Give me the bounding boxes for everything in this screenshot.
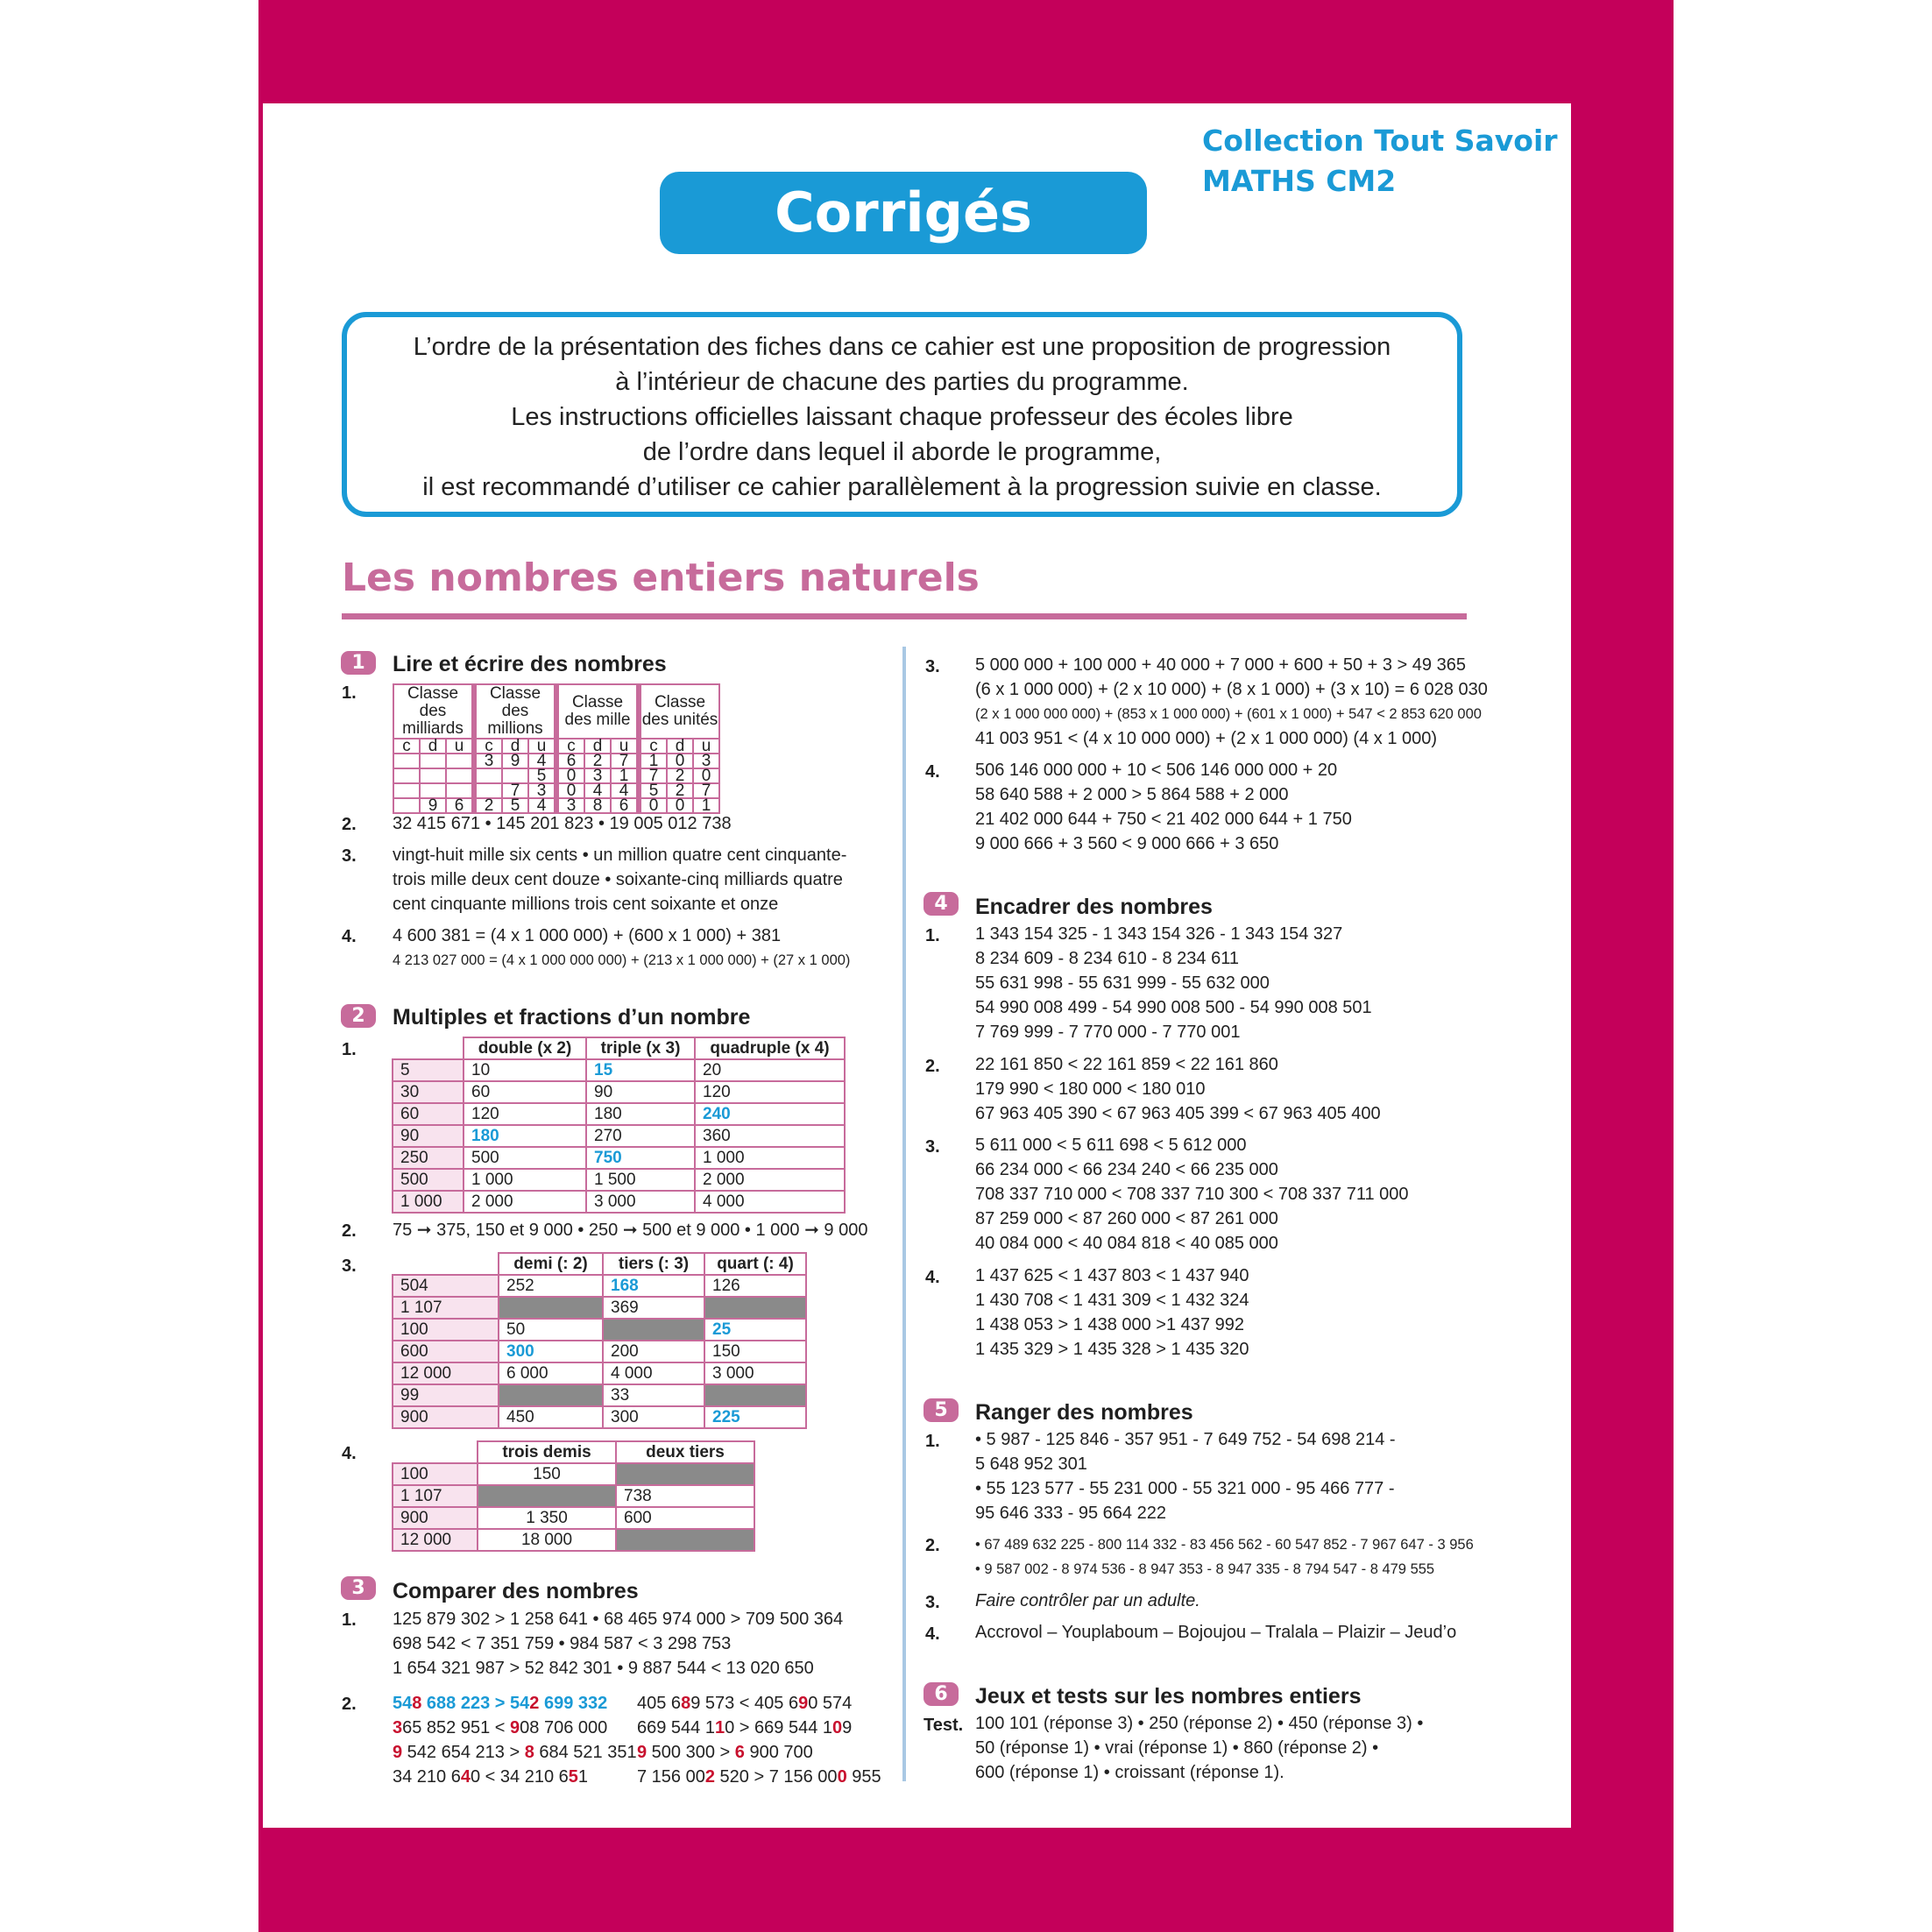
digit-cell: 0	[556, 768, 584, 783]
row-header: 5	[393, 1059, 464, 1081]
question-number: 3.	[925, 1137, 940, 1157]
place-label: u	[528, 739, 556, 754]
section-title: Les nombres entiers naturels	[342, 556, 980, 600]
table-cell: 6 000	[499, 1362, 603, 1384]
digit-cell: 6	[556, 754, 584, 768]
digit-cell: 0	[556, 783, 584, 798]
row-header: 900	[393, 1507, 478, 1529]
answer-text: 506 146 000 000 + 10 < 506 146 000 000 + 20 58 640 588 + 2 000 > 5 864 588 + 2 000 21 402 000 644 + 750 < 21 402 000 644 + 1 750 9 000 666 + 3 560 < 9 000 666 + 3 650	[975, 761, 1352, 853]
number-segment: 955	[846, 1767, 881, 1787]
row-header: 250	[393, 1147, 464, 1169]
table-cell: 300	[499, 1341, 603, 1362]
class-header: Classe des unités	[639, 684, 719, 739]
answer-text: 1 437 625 < 1 437 803 < 1 437 940 1 430 708 < 1 431 309 < 1 432 324 1 438 053 > 1 438 000 >1 437 992 1 435 329 > 1 435 328 > 1 435 320	[975, 1266, 1249, 1359]
table-cell	[499, 1384, 603, 1406]
answer-text: 5 000 000 + 100 000 + 40 000 + 7 000 + 600 + 50 + 3 > 49 365 (6 x 1 000 000) + (2 x 10 000) + (8 x 1 000) + (3 x 10) = 6 028 030	[975, 655, 1488, 699]
digit-cell: 5	[639, 783, 667, 798]
digit-cell: 6	[611, 798, 639, 813]
number-segment: 900 700	[744, 1743, 813, 1762]
column-header: deux tiers	[616, 1441, 754, 1463]
question-number: 2.	[342, 1221, 357, 1241]
column-header: double (x 2)	[464, 1037, 586, 1059]
table-cell: 200	[603, 1341, 704, 1362]
number-segment: 9	[798, 1694, 809, 1713]
place-label: u	[611, 739, 639, 754]
question-number: 3.	[925, 657, 940, 676]
number-segment: 9	[637, 1743, 648, 1762]
number-segment: 2	[704, 1767, 715, 1787]
number-segment: 542 654 213 >	[402, 1743, 525, 1762]
place-label: c	[639, 739, 667, 754]
digit-cell	[446, 768, 474, 783]
table-cell: 2 000	[695, 1169, 845, 1191]
question-number: 2.	[342, 1695, 357, 1714]
row-header: 600	[393, 1341, 499, 1362]
number-segment: 0	[832, 1718, 843, 1737]
question-number: 1.	[342, 1040, 357, 1059]
table-cell: 180	[464, 1125, 586, 1147]
comparison-line	[393, 1691, 637, 1716]
question-number: 2.	[342, 815, 357, 834]
exercise-badge: 4	[924, 892, 959, 916]
table-row	[393, 1362, 806, 1384]
question-number: 2.	[925, 1057, 940, 1076]
exercise-title: Jeux et tests sur les nombres entiers	[975, 1684, 1362, 1709]
place-label: u	[693, 739, 719, 754]
place-label: d	[502, 739, 528, 754]
digit-cell: 2	[667, 783, 693, 798]
table-cell	[704, 1297, 806, 1319]
test-label: Test.	[924, 1716, 964, 1735]
row-header: 900	[393, 1406, 499, 1428]
exercise-badge: 6	[924, 1682, 959, 1706]
number-segment: 669 544 1	[637, 1718, 715, 1737]
table-row	[393, 1341, 806, 1362]
number-segment: 65 852 951 <	[402, 1718, 511, 1737]
digit-cell: 5	[502, 798, 528, 813]
table-cell: 369	[603, 1297, 704, 1319]
table-cell: 1 000	[695, 1147, 845, 1169]
digit-cell: 0	[667, 754, 693, 768]
row-header: 90	[393, 1125, 464, 1147]
answer-text: 41 003 951 < (4 x 10 000 000) + (2 x 1 000 000) (4 x 1 000)	[975, 729, 1438, 748]
table-cell: 1 500	[586, 1169, 695, 1191]
table-cell: 90	[586, 1081, 695, 1103]
page-title: Corrigés	[660, 172, 1147, 254]
answer-text: 100 101 (réponse 3) • 250 (réponse 2) • 450 (réponse 3) • 50 (réponse 1) • vrai (réponse 1) • 860 (réponse 2) • 600 (réponse 1) • croissant (réponse 1).	[975, 1714, 1424, 1782]
digit-cell: 3	[556, 798, 584, 813]
number-segment: 1	[714, 1718, 725, 1737]
digit-cell: 7	[693, 783, 719, 798]
digit-cell: 1	[693, 798, 719, 813]
answer-text: 5 611 000 < 5 611 698 < 5 612 000 66 234 000 < 66 234 240 < 66 235 000 708 337 710 000 < 708 337 710 300 < 708 337 711 000 87 259 000 < 87 260 000 < 87 261 000 40 084 000 < 40 084 818 < 40 085 000	[975, 1136, 1409, 1253]
digit-cell: 6	[446, 798, 474, 813]
table-row	[393, 1529, 754, 1551]
number-segment: 0 < 34 210 6	[470, 1767, 569, 1787]
table-cell: 225	[704, 1406, 806, 1428]
table-row	[393, 1191, 845, 1213]
table-cell: 120	[695, 1081, 845, 1103]
table-cell	[499, 1297, 603, 1319]
answer-text: Faire contrôler par un adulte.	[975, 1591, 1200, 1610]
row-header: 99	[393, 1384, 499, 1406]
number-segment: 8	[524, 1743, 534, 1762]
table-cell: 120	[464, 1103, 586, 1125]
row-header: 100	[393, 1463, 478, 1485]
digit-cell: 0	[639, 798, 667, 813]
table-cell: 3 000	[704, 1362, 806, 1384]
question-number: 4.	[342, 1444, 357, 1463]
digit-cell: 3	[693, 754, 719, 768]
question-number: 4.	[925, 1624, 940, 1644]
column-header: quart (: 4)	[704, 1253, 806, 1275]
answer-text: 4 213 027 000 = (4 x 1 000 000 000) + (213 x 1 000 000) + (27 x 1 000)	[393, 952, 851, 968]
table-cell: 168	[603, 1275, 704, 1297]
digit-cell: 4	[528, 798, 556, 813]
number-segment: 0	[837, 1767, 847, 1787]
question-number: 1.	[342, 1610, 357, 1630]
column-header: trois demis	[478, 1441, 616, 1463]
number-segment: 500 300 >	[647, 1743, 735, 1762]
digit-cell: 2	[584, 754, 611, 768]
question-number: 4.	[925, 762, 940, 782]
table-cell	[603, 1319, 704, 1341]
place-label: d	[584, 739, 611, 754]
comparison-line	[637, 1691, 881, 1716]
number-classes-table	[393, 683, 720, 814]
number-segment: 6	[734, 1743, 745, 1762]
number-segment: 5	[568, 1767, 578, 1787]
table-row	[393, 783, 719, 798]
number-segment: 3	[393, 1718, 403, 1737]
digit-cell: 8	[584, 798, 611, 813]
fractions-table-2	[392, 1440, 755, 1552]
table-row	[393, 1103, 845, 1125]
digit-cell	[393, 783, 420, 798]
table-cell: 15	[586, 1059, 695, 1081]
row-header: 30	[393, 1081, 464, 1103]
table-cell: 360	[695, 1125, 845, 1147]
number-segment: 34 210 6	[393, 1767, 461, 1787]
column-header: quadruple (x 4)	[695, 1037, 845, 1059]
place-label: d	[420, 739, 446, 754]
table-cell: 25	[704, 1319, 806, 1341]
table-row	[393, 1275, 806, 1297]
class-header: Classe des milliards	[393, 684, 474, 739]
digit-cell: 7	[502, 783, 528, 798]
number-segment: 7 156 00	[637, 1767, 705, 1787]
digit-cell: 3	[474, 754, 502, 768]
question-number: 3.	[342, 1256, 357, 1276]
table-cell: 750	[586, 1147, 695, 1169]
exercise-title: Ranger des nombres	[975, 1400, 1193, 1425]
number-segment: 54	[393, 1694, 413, 1713]
table-cell: 20	[695, 1059, 845, 1081]
place-label: c	[474, 739, 502, 754]
digit-cell	[446, 754, 474, 768]
number-segment: 688 223 > 54	[421, 1694, 530, 1713]
place-label: u	[446, 739, 474, 754]
digit-cell: 3	[584, 768, 611, 783]
place-label: c	[393, 739, 420, 754]
table-row	[393, 1384, 806, 1406]
table-row	[393, 1319, 806, 1341]
number-segment: 684 521 351	[534, 1743, 637, 1762]
number-segment: 1	[577, 1767, 589, 1787]
number-segment: 9	[510, 1718, 520, 1737]
table-cell: 3 000	[586, 1191, 695, 1213]
multiples-table	[392, 1037, 846, 1214]
digit-cell	[393, 768, 420, 783]
digit-cell: 1	[639, 754, 667, 768]
answer-text: 75 ➞ 375, 150 et 9 000 • 250 ➞ 500 et 9 000 • 1 000 ➞ 9 000	[393, 1221, 868, 1240]
table-cell: 180	[586, 1103, 695, 1125]
class-header: Classe des millions	[474, 684, 556, 739]
answer-text: 4 600 381 = (4 x 1 000 000) + (600 x 1 000) + 381	[393, 926, 782, 945]
answer-text: • 5 987 - 125 846 - 357 951 - 7 649 752 - 54 698 214 - 5 648 952 301 • 55 123 577 - 55 231 000 - 55 321 000 - 95 466 777 - 95 646 333 - 95 664 222	[975, 1430, 1396, 1523]
number-segment: 405 6	[637, 1694, 682, 1713]
number-segment: 520 > 7 156 00	[714, 1767, 838, 1787]
number-segment: 08 706 000	[520, 1718, 608, 1737]
number-segment: 9	[842, 1718, 853, 1737]
table-cell: 126	[704, 1275, 806, 1297]
comparison-line	[637, 1716, 881, 1740]
number-segment: 4	[460, 1767, 471, 1787]
row-header: 100	[393, 1319, 499, 1341]
digit-cell: 4	[528, 754, 556, 768]
digit-cell: 2	[667, 768, 693, 783]
row-header: 12 000	[393, 1362, 499, 1384]
number-segment: 0 574	[808, 1694, 853, 1713]
answer-text: 1 343 154 325 - 1 343 154 326 - 1 343 154 327 8 234 609 - 8 234 610 - 8 234 611 55 631 998 - 55 631 999 - 55 632 000 54 990 008 499 - 54 990 008 500 - 54 990 008 501 7 769 999 - 7 770 000 - 7 770 001	[975, 924, 1372, 1042]
exercise-title: Multiples et fractions d’un nombre	[393, 1005, 751, 1030]
table-cell	[704, 1384, 806, 1406]
question-number: 3.	[342, 846, 357, 866]
answer-text: (2 x 1 000 000 000) + (853 x 1 000 000) + (601 x 1 000) + 547 < 2 853 620 000	[975, 706, 1482, 722]
number-segment: 699 332	[539, 1694, 608, 1713]
table-cell: 738	[616, 1485, 754, 1507]
table-corner	[393, 1441, 478, 1463]
table-cell: 270	[586, 1125, 695, 1147]
answer-text: 125 879 302 > 1 258 641 • 68 465 974 000 > 709 500 364 698 542 < 7 351 759 • 984 587 < 3 298 753 1 654 321 987 > 52 842 301 • 9 887 544 < 13 020 650	[393, 1610, 844, 1678]
question-number: 3.	[925, 1593, 940, 1612]
question-number: 4.	[925, 1268, 940, 1287]
table-cell: 18 000	[478, 1529, 616, 1551]
answer-text: 22 161 850 < 22 161 859 < 22 161 860 179 990 < 180 000 < 180 010 67 963 405 390 < 67 963 405 399 < 67 963 405 400	[975, 1055, 1381, 1123]
row-header: 60	[393, 1103, 464, 1125]
table-row	[393, 1169, 845, 1191]
table-cell: 4 000	[603, 1362, 704, 1384]
question-number: 2.	[925, 1536, 940, 1555]
table-corner	[393, 1037, 464, 1059]
question-number: 1.	[925, 1432, 940, 1451]
collection-header: Collection Tout Savoir MATHS CM2	[1202, 124, 1558, 198]
column-divider	[902, 647, 906, 1781]
digit-cell: 0	[693, 768, 719, 783]
digit-cell: 7	[611, 754, 639, 768]
question-number: 4.	[342, 927, 357, 946]
comparison-line	[393, 1765, 637, 1789]
table-cell: 50	[499, 1319, 603, 1341]
row-header: 500	[393, 1169, 464, 1191]
table-cell: 60	[464, 1081, 586, 1103]
table-row	[393, 1147, 845, 1169]
table-row	[393, 768, 719, 783]
comparison-line	[637, 1740, 881, 1765]
column-header: triple (x 3)	[586, 1037, 695, 1059]
place-label: c	[556, 739, 584, 754]
column-header: demi (: 2)	[499, 1253, 603, 1275]
table-cell	[616, 1529, 754, 1551]
table-row	[393, 1406, 806, 1428]
table-cell: 4 000	[695, 1191, 845, 1213]
digit-cell: 4	[611, 783, 639, 798]
table-cell: 150	[704, 1341, 806, 1362]
table-row	[393, 1507, 754, 1529]
exercise-title: Lire et écrire des nombres	[393, 652, 667, 676]
comparison-line	[637, 1765, 881, 1789]
digit-cell	[420, 754, 446, 768]
table-row	[393, 1463, 754, 1485]
column-header: tiers (: 3)	[603, 1253, 704, 1275]
digit-cell	[420, 768, 446, 783]
digit-cell: 0	[667, 798, 693, 813]
row-header: 12 000	[393, 1529, 478, 1551]
table-row	[393, 1485, 754, 1507]
digit-cell: 1	[611, 768, 639, 783]
question-number: 1.	[342, 683, 357, 703]
table-row	[393, 1125, 845, 1147]
table-cell: 450	[499, 1406, 603, 1428]
table-cell: 252	[499, 1275, 603, 1297]
row-header: 1 107	[393, 1485, 478, 1507]
table-cell: 1 350	[478, 1507, 616, 1529]
intro-box: L’ordre de la présentation des fiches dans ce cahier est une proposition de progression à l’intérieur de chacune des parties du programme. Les instructions officielles laissant chaque professeur des écoles libre de l’ordre dans lequel il aborde le programme, il est recommandé d’utiliser ce cahier parallèlement à la progression suivie en classe.	[342, 312, 1462, 517]
table-cell: 300	[603, 1406, 704, 1428]
digit-cell: 3	[528, 783, 556, 798]
comparison-line	[393, 1716, 637, 1740]
table-cell: 600	[616, 1507, 754, 1529]
comparison-line	[393, 1740, 637, 1765]
class-header: Classe des mille	[556, 684, 639, 739]
exercise-badge: 5	[924, 1398, 959, 1422]
table-cell: 1 000	[464, 1169, 586, 1191]
answer-text: • 67 489 632 225 - 800 114 332 - 83 456 562 - 60 547 852 - 7 967 647 - 3 956 • 9 587 002 - 8 974 536 - 8 947 353 - 8 947 335 - 8 794 547 - 8 479 555	[975, 1537, 1474, 1577]
place-label: d	[667, 739, 693, 754]
table-cell	[478, 1485, 616, 1507]
answer-text: Accrovol – Youplaboum – Bojoujou – Tralala – Plaizir – Jeud’o	[975, 1623, 1457, 1642]
digit-cell	[474, 768, 502, 783]
exercise-badge: 3	[341, 1576, 376, 1600]
section-rule	[342, 613, 1467, 619]
table-corner	[393, 1253, 499, 1275]
exercise-badge: 1	[341, 651, 376, 675]
row-header: 504	[393, 1275, 499, 1297]
table-row	[393, 754, 719, 768]
table-row	[393, 1081, 845, 1103]
table-row	[393, 1059, 845, 1081]
table-cell: 240	[695, 1103, 845, 1125]
row-header: 1 107	[393, 1297, 499, 1319]
table-cell: 500	[464, 1147, 586, 1169]
comparison-list-right	[637, 1691, 881, 1789]
digit-cell: 9	[420, 798, 446, 813]
question-number: 1.	[925, 926, 940, 945]
number-segment: 9	[393, 1743, 403, 1762]
answer-text: vingt-huit mille six cents • un million quatre cent cinquante- trois mille deux cent douze • soixante-cinq milliards quatre cent cinquante millions trois cent soixante et onze	[393, 846, 847, 914]
digit-cell: 7	[639, 768, 667, 783]
table-cell: 33	[603, 1384, 704, 1406]
exercise-badge: 2	[341, 1004, 376, 1028]
number-segment: 9 573 < 405 6	[690, 1694, 799, 1713]
exercise-title: Comparer des nombres	[393, 1579, 639, 1603]
table-cell: 10	[464, 1059, 586, 1081]
table-row	[393, 1297, 806, 1319]
fractions-table	[392, 1252, 807, 1429]
table-cell: 150	[478, 1463, 616, 1485]
digit-cell	[393, 754, 420, 768]
table-cell	[616, 1463, 754, 1485]
number-segment: 2	[529, 1694, 540, 1713]
digit-cell: 5	[528, 768, 556, 783]
comparison-list-left	[393, 1691, 637, 1789]
digit-cell: 4	[584, 783, 611, 798]
digit-cell: 2	[474, 798, 502, 813]
exercise-title: Encadrer des nombres	[975, 895, 1213, 919]
table-cell: 2 000	[464, 1191, 586, 1213]
number-segment: 8	[412, 1694, 422, 1713]
number-segment: 0 > 669 544 1	[725, 1718, 832, 1737]
answer-text: 32 415 671 • 145 201 823 • 19 005 012 738	[393, 814, 732, 833]
digit-cell: 9	[502, 754, 528, 768]
number-segment: 8	[681, 1694, 691, 1713]
row-header: 1 000	[393, 1191, 464, 1213]
